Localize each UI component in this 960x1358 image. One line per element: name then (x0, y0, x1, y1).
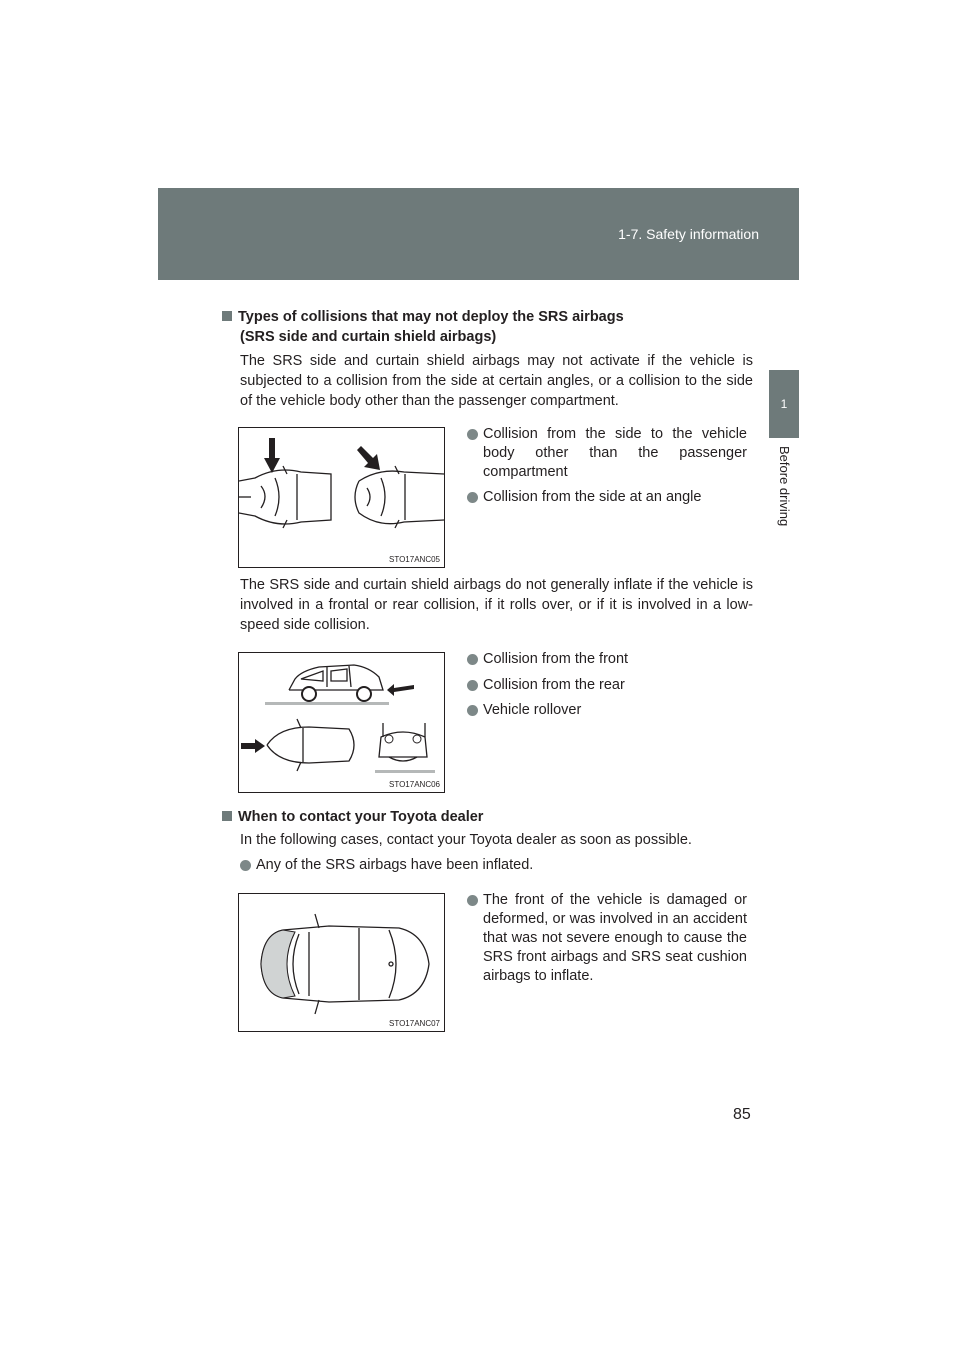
bullet-dot-icon (240, 860, 251, 871)
bullet-dot-icon (467, 705, 478, 716)
bullet-dot-icon (467, 654, 478, 665)
paragraph-no-deploy: The SRS side and curtain shield airbags may not activate if the vehicle is subjected to a collision from the side at certain angles, or a collision to the side of the vehicle body other than the passenger compartment. (240, 353, 753, 409)
figure-front-rear-rollover (238, 652, 445, 793)
heading-line1: Types of collisions that may not deploy the SRS airbags (238, 309, 624, 325)
paragraph-contact-dealer: In the following cases, contact your Toyota dealer as soon as possible. (240, 832, 692, 848)
bullet-item: Collision from the rear (467, 676, 747, 695)
section-heading-contact-dealer: When to contact your Toyota dealer (222, 807, 483, 827)
figure-code: STO17ANC07 (389, 1019, 440, 1028)
bullet-item: Collision from the side at an angle (467, 488, 747, 507)
square-bullet-icon (222, 811, 232, 821)
figure-code: STO17ANC06 (389, 780, 440, 789)
bullet-item: Collision from the front (467, 650, 747, 669)
section-heading-no-deploy (222, 307, 624, 347)
bullet-item: Any of the SRS airbags have been inflated. (240, 856, 753, 875)
bullet-dot-icon (467, 492, 478, 503)
figure-front-damage (238, 893, 445, 1032)
bullet-dot-icon (467, 680, 478, 691)
bullet-item: The front of the vehicle is damaged or deformed, or was involved in an accident that was not severe enough to cause the SRS front airbags and SRS seat cushion airbags to inflate. (467, 891, 747, 986)
bullet-dot-icon (467, 429, 478, 440)
heading-line2: (SRS side and curtain shield airbags) (240, 329, 497, 345)
figure-side-collision (238, 427, 445, 568)
chapter-tab[interactable] (769, 370, 799, 438)
bullet-dot-icon (467, 895, 478, 906)
figure-code: STO17ANC05 (389, 555, 440, 564)
side-collision-illustration (239, 428, 444, 567)
chapter-label: Before driving (777, 446, 792, 527)
header-band (158, 188, 799, 280)
front-damage-illustration (239, 894, 444, 1031)
front-rear-rollover-illustration (239, 653, 444, 792)
chapter-number: 1 (780, 397, 788, 411)
bullet-item: Collision from the side to the vehicle body other than the passenger compartment (467, 425, 747, 482)
paragraph-no-inflate: The SRS side and curtain shield airbags do not generally inflate if the vehicle is involved in a frontal or rear collision, if it rolls over, or if it is involved in a low-speed side collision. (240, 577, 753, 633)
bullet-item: Vehicle rollover (467, 701, 747, 720)
page-number: 85 (733, 1106, 751, 1123)
section-title: 1-7. Safety information (618, 226, 759, 242)
square-bullet-icon (222, 311, 232, 321)
